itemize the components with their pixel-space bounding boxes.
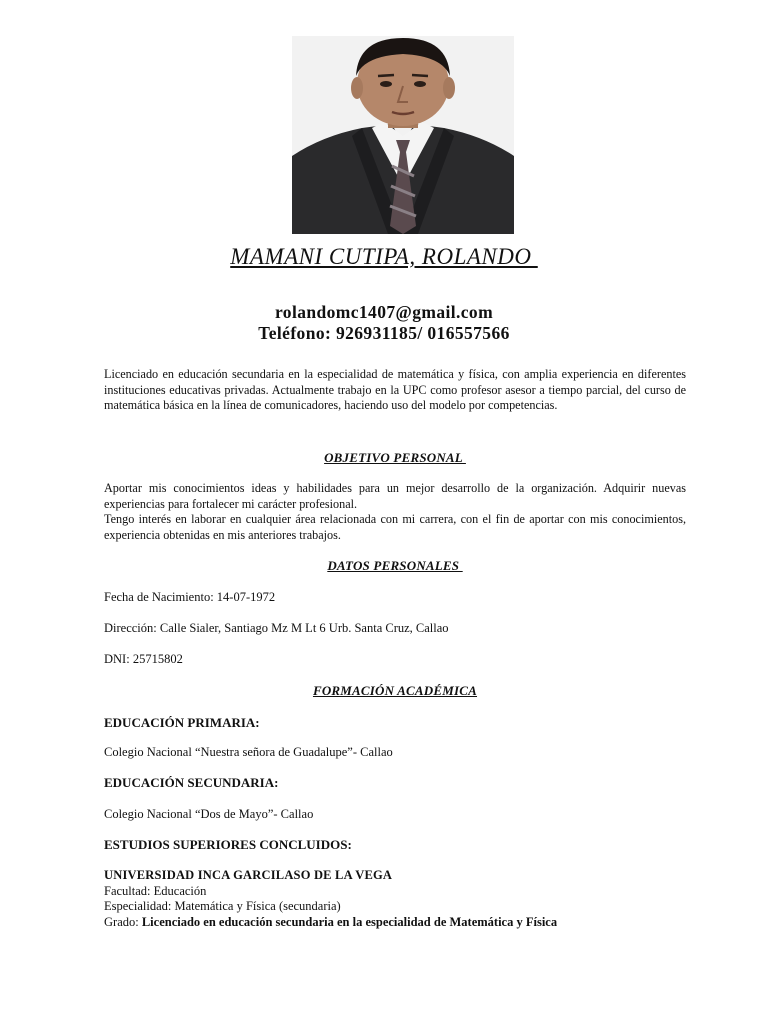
education-heading [0,683,768,699]
primary-school: Colegio Nacional “Nuestra señora de Guadalupe”- Callao [104,745,393,759]
candidate-name-text: MAMANI CUTIPA, ROLANDO [230,244,538,269]
objective-paragraph-1: Aportar mis conocimientos ideas y habilidades para un mejor desarrollo de la organización. Adquirir nuevas experiencias para fortalecer mi carácter profesional. [104,481,686,511]
primary-education-heading: EDUCACIÓN PRIMARIA: [104,715,260,730]
personal-data-heading-text: DATOS PERSONALES [327,558,463,573]
portrait-illustration [292,36,514,234]
objective-section [104,481,686,543]
objective-heading-text: OBJETIVO PERSONAL [324,450,466,465]
dni-number: DNI: 25715802 [104,652,183,666]
faculty: Facultad: Educación [104,884,207,898]
secondary-education-heading: EDUCACIÓN SECUNDARIA: [104,775,279,790]
education-heading-text: FORMACIÓN ACADÉMICA [312,683,478,698]
personal-data-heading [0,558,768,574]
specialty: Especialidad: Matemática y Física (secundaria) [104,899,341,913]
objective-paragraph-2: Tengo interés en laborar en cualquier área relacionada con mi carrera, con el fin de aportar con mis conocimientos, experiencia obtenidas en mis anteriores trabajos. [104,512,686,542]
professional-summary: Licenciado en educación secundaria en la especialidad de matemática y física, con amplia experiencia en diferentes instituciones educativas privadas. Actualmente trabajo en la UPC como profesor asesor a tiempo parcial, del curso de matemática básica en la línea de comunicadores, haciendo uso del modelo por competencias. [104,367,686,412]
birth-date: Fecha de Nacimiento: 14-07-1972 [104,590,276,604]
portrait-photo [292,36,514,234]
secondary-school: Colegio Nacional “Dos de Mayo”- Callao [104,807,314,821]
objective-heading [0,450,768,466]
email-text: rolandomc1407@gmail.com [274,302,494,322]
higher-education-heading: ESTUDIOS SUPERIORES CONCLUIDOS: [104,837,352,852]
candidate-name [0,244,768,270]
degree [104,915,557,930]
degree-value: Licenciado en educación secundaria en la especialidad de Matemática y Física [141,915,558,929]
university-name: UNIVERSIDAD INCA GARCILASO DE LA VEGA [104,868,393,882]
address: Dirección: Calle Sialer, Santiago Mz M Lt 6 Urb. Santa Cruz, Callao [104,621,449,635]
degree-label: Grado: [104,915,142,929]
phone-text: Teléfono: 926931185/ 016557566 [258,323,510,343]
